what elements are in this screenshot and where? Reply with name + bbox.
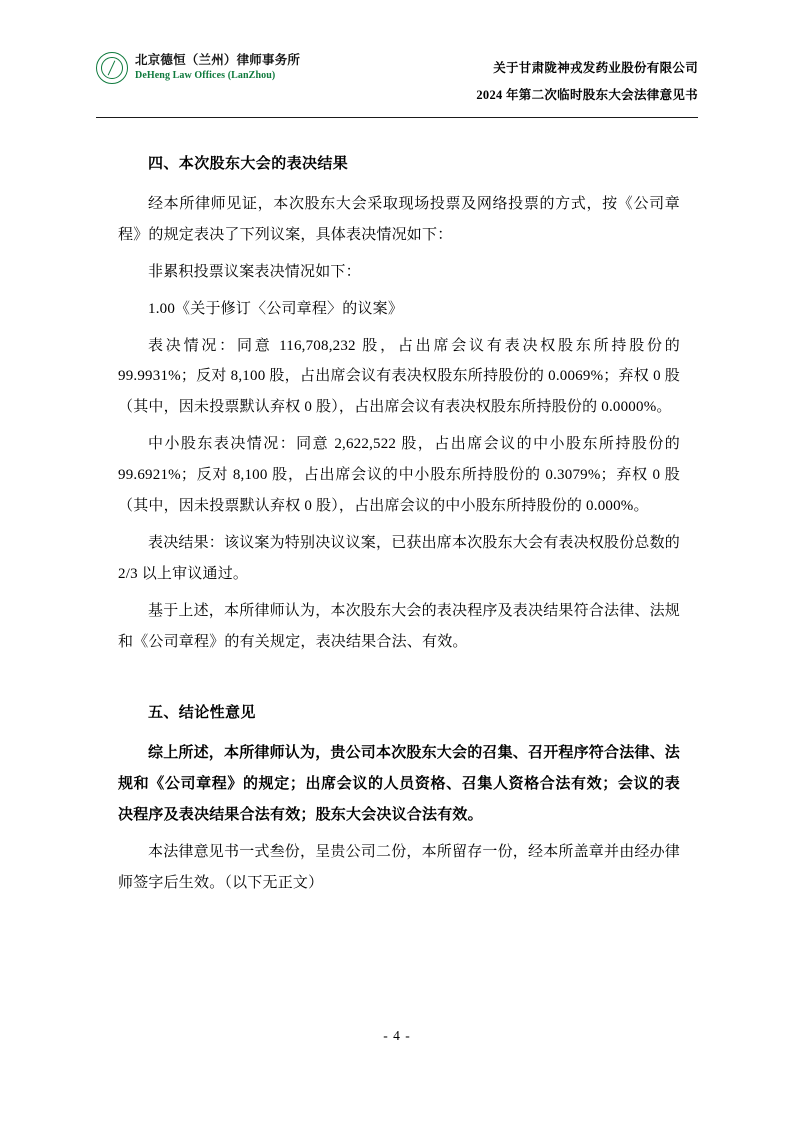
header-title-block bbox=[476, 46, 698, 103]
page-header bbox=[96, 46, 698, 118]
paragraph-voting-intro: 经本所律师见证，本次股东大会采取现场投票及网络投票的方式，按《公司章程》的规定表决了下列议案，具体表决情况如下： bbox=[118, 196, 680, 243]
section-heading-4: 四、本次股东大会的表决结果 bbox=[148, 156, 349, 172]
paragraph-voting-conclusion: 表决结果：该议案为特别决议议案，已获出席本次股东大会有表决权股份总数的 2/3 以上审议通过。 bbox=[118, 534, 681, 582]
page-number: - 4 - bbox=[383, 1028, 411, 1043]
paragraph-voting-result-minority: 中小股东表决情况：同意 2,622,522 股，占出席会议的中小股东所持股份的 99.6921%；反对 8,100 股，占出席会议的中小股东所持股份的 0.3079%；弃权 0 股（其中，因未投票默认弃权 0 股），占出席会议的中小股东所持股份的 0.000%。 bbox=[118, 436, 680, 515]
paragraph-lawyer-opinion: 基于上述，本所律师认为，本次股东大会的表决程序及表决结果符合法律、法规和《公司章程》的有关规定，表决结果合法、有效。 bbox=[118, 602, 681, 650]
paragraph-copies-statement: 本法律意见书一式叁份，呈贵公司二份，本所留存一份，经本所盖章并由经办律师签字后生效。（以下无正文） bbox=[118, 844, 681, 892]
firm-name-cn: 北京德恒（兰州）律师事务所 bbox=[135, 53, 301, 68]
document-body bbox=[118, 152, 680, 905]
paragraph-final-opinion: 综上所述，本所律师认为，贵公司本次股东大会的召集、召开程序符合法律、法规和《公司章程》的规定；出席会议的人员资格、召集人资格合法有效；会议的表决程序及表决结果合法有效；股东大会决议合法有效。 bbox=[118, 745, 681, 824]
section-heading-5: 五、结论性意见 bbox=[148, 705, 256, 722]
paragraph-non-cumulative-intro: 非累积投票议案表决情况如下： bbox=[148, 263, 361, 280]
deheng-logo-icon bbox=[96, 52, 128, 84]
header-title-line-2: 2024 年第二次临时股东大会法律意见书 bbox=[476, 88, 698, 102]
firm-logo bbox=[96, 46, 300, 84]
paragraph-voting-result-all: 表决情况：同意 116,708,232 股，占出席会议有表决权股东所持股份的 99.9931%；反对 8,100 股，占出席会议有表决权股东所持股份的 0.0069%；弃权 0 股（其中，因未投票默认弃权 0 股），占出席会议有表决权股东所持股份的 0.0000%。 bbox=[118, 337, 680, 416]
firm-name-en: DeHeng Law Offices (LanZhou) bbox=[135, 70, 276, 82]
paragraph-proposal-1: 1.00《关于修订〈公司章程〉的议案》 bbox=[148, 300, 404, 317]
header-title-line-1: 关于甘肃陇神戎发药业股份有限公司 bbox=[493, 61, 698, 75]
